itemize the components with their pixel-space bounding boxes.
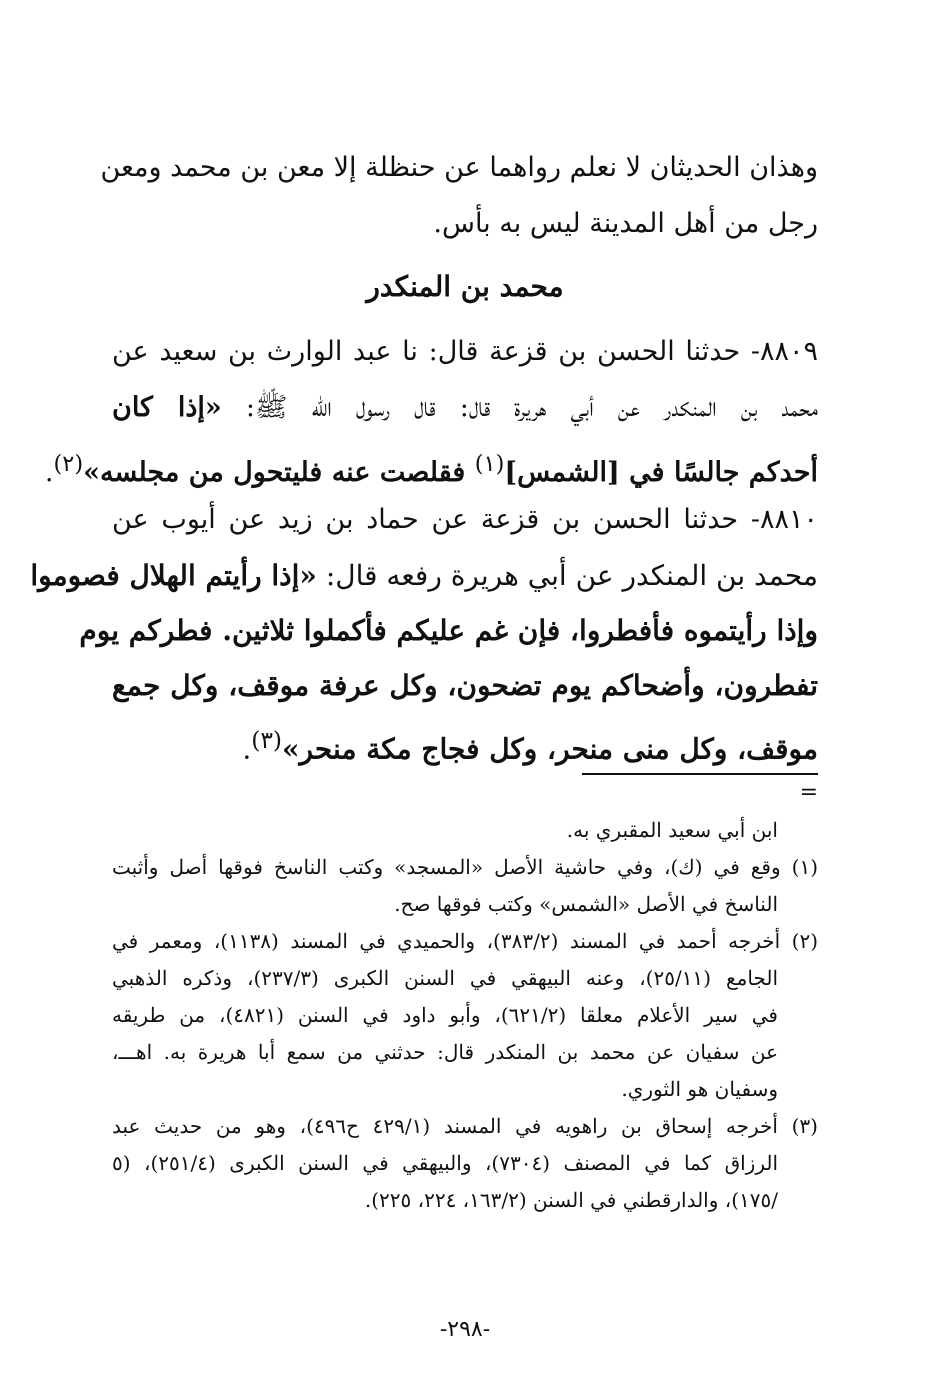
hadith-8809-line-2 [112,380,818,436]
footnote-1-line-1: (١) وقع في (ك)، وفي حاشية الأصل «المسجد» وكتب الناسخ فوقها أصل وأثبت [112,855,818,879]
hadith-8809-line-3 [44,436,818,492]
footnote-3-line-3: /١٧٥)، والدارقطني في السنن (١٦٣/٢، ٢٢٤، ٢٢٥). [364,1188,778,1212]
page-number: -٢٩٨- [439,1317,491,1342]
footnote-2-line-2: الجامع (٢٥/١١)، وعنه البيهقي في السنن الكبرى (٢٣٧/٣)، وذكره الذهبي [112,966,778,990]
hadith-8810-line-2 [30,548,818,603]
hadith-8810-line-5 [112,713,818,768]
hadith-8810-line-3: وإذا رأيتموه فأفطروا، فإن غم عليكم فأكملوا ثلاثين. فطركم يوم [79,614,818,647]
footnote-2-line-3: في سير الأعلام معلقا (٦٢١/٢)، وأبو داود في السنن (٤٨٢١)، من طريقه [112,1003,778,1027]
hadith-8809-isnad: محمد بن المنكدر عن أبي هريرة قال: قال رسول الله ﷺ: [221,392,818,423]
hadith-8809-matn-a: أحدكم جالسًا في [الشمس] [504,457,818,488]
section-title: محمد بن المنكدر [366,270,564,303]
hadith-8809-matn-b: فقلصت عنه فليتحول من مجلسه» [83,457,475,488]
footnote-3-line-2: الرزاق كما في المصنف (٧٣٠٤)، والبيهقي في السنن الكبرى (٢٥١/٤)، (٥ [112,1151,779,1175]
hadith-8810-matn-start: «إذا رأيتم الهلال فصوموا [30,559,317,592]
footnote-2-line-4: عن سفيان عن محمد بن المنكدر قال: حدثني من سمع أبا هريرة به. اهـــ، [112,1040,778,1064]
hadith-8810-end: . [242,732,252,766]
hadith-8810-line-1: ٨٨١٠- حدثنا الحسن بن قزعة عن حماد بن زيد عن أيوب عن [112,504,818,535]
footnote-continuation: ابن أبي سعيد المقبري به. [566,818,778,842]
intro-line-1: وهذان الحديثان لا نعلم رواهما عن حنظلة إلا معن بن محمد ومعن [100,152,818,183]
hadith-8810-line-4: تفطرون، وأضحاكم يوم تضحون، وكل عرفة موقف، وكل جمع [112,669,818,702]
footnote-divider [582,773,818,775]
footnote-1-line-2: الناسخ في الأصل «الشمس» وكتب فوقها صح. [394,892,778,916]
footnote-ref-3: (٣) [251,726,282,754]
hadith-8809-line-1: ٨٨٠٩- حدثنا الحسن بن قزعة قال: نا عبد الوارث بن سعيد عن [112,336,818,367]
footnote-ref-2: (٢) [53,451,84,477]
footnote-3-line-1: (٣) أخرجه إسحاق بن راهويه في المسند (٤٢٩/١ ح٤٩٦)، وهو من حديث عبد [112,1114,818,1138]
footnote-ref-1: (١) [474,451,505,477]
hadith-8809-matn-start: «إذا كان [112,392,222,423]
footnote-2-line-5: وسفيان هو الثوري. [621,1077,778,1101]
continuation-mark: = [799,780,818,805]
hadith-8810-isnad: محمد بن المنكدر عن أبي هريرة رفعه قال: [316,559,818,592]
hadith-8810-matn-end: موقف، وكل منى منحر، وكل فجاج مكة منحر» [281,732,818,766]
hadith-8809-end: . [44,457,54,488]
footnotes [112,812,818,1219]
intro-line-2: رجل من أهل المدينة ليس به بأس. [433,208,818,239]
document-page [30,140,818,1342]
footnote-2-line-1: (٢) أخرجه أحمد في المسند (٣٨٣/٢)، والحميدي في المسند (١١٣٨)، ومعمر في [112,929,818,953]
